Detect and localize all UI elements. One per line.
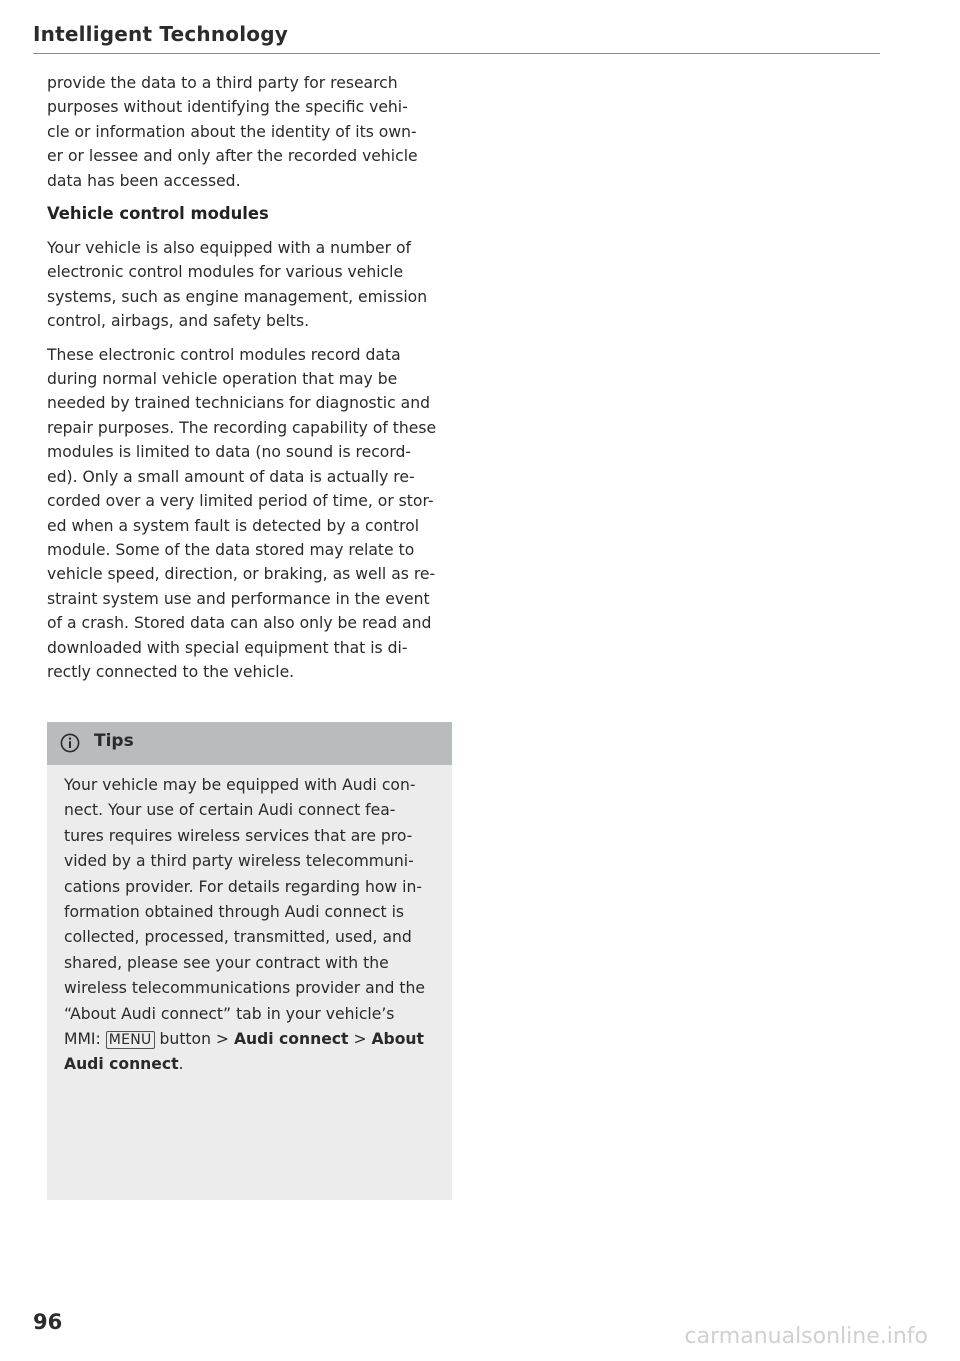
nav-separator: > (348, 1030, 372, 1049)
text-line: “About Audi connect” tab in your vehicle’s (64, 1004, 395, 1023)
text-line: cle or information about the identity of its own- (47, 122, 417, 141)
intro-paragraph (47, 71, 451, 193)
mmi-prefix: MMI: (64, 1030, 106, 1049)
text-line: vehicle speed, direction, or braking, as well as re- (47, 565, 436, 584)
text-line: rectly connected to the vehicle. (47, 662, 295, 681)
text-line: formation obtained through Audi connect is (64, 903, 405, 922)
info-icon (60, 733, 80, 753)
text-line: straint system use and performance in the event (47, 589, 430, 608)
header-divider (33, 53, 880, 54)
text-line: wireless telecommunications provider and the (64, 979, 426, 998)
text-line: Your vehicle is also equipped with a number of (47, 239, 412, 258)
text-line: collected, processed, transmitted, used, and (64, 928, 412, 947)
button-text: button > (154, 1030, 234, 1049)
text-line: systems, such as engine management, emission (47, 287, 428, 306)
modules-paragraph (47, 236, 451, 334)
watermark: carmanualsonline.info (684, 1324, 928, 1349)
text-line: ed when a system fault is detected by a control (47, 516, 420, 535)
text-line: Your vehicle may be equipped with Audi con- (64, 776, 416, 794)
text-line: during normal vehicle operation that may be (47, 370, 398, 389)
tips-header (47, 722, 452, 765)
text-line: er or lessee and only after the recorded vehicle (47, 147, 418, 166)
text-line: ed). Only a small amount of data is actually re- (47, 467, 415, 486)
text-line: downloaded with special equipment that is di- (47, 638, 408, 657)
menu-key: MENU (106, 1031, 155, 1049)
text-line: module. Some of the data stored may relate to (47, 540, 415, 559)
text-line: purposes without identifying the specific vehi- (47, 98, 408, 117)
nav-about-audi-connect: Audi connect (64, 1055, 179, 1074)
page-number: 96 (33, 1310, 63, 1334)
mmi-path-line (64, 1027, 444, 1052)
text-line: modules is limited to data (no sound is record- (47, 443, 411, 462)
tips-body (64, 773, 444, 1078)
text-line: needed by trained technicians for diagnostic and (47, 394, 430, 413)
nav-about: About (371, 1030, 424, 1049)
text-line: shared, please see your contract with the (64, 953, 389, 972)
text-line: of a crash. Stored data can also only be read and (47, 614, 432, 633)
text-line: provide the data to a third party for research (47, 74, 398, 92)
text-line: repair purposes. The recording capability of these (47, 418, 437, 437)
text-line: control, airbags, and safety belts. (47, 312, 310, 331)
text-line (64, 1052, 444, 1077)
text-line: nect. Your use of certain Audi connect fea- (64, 801, 396, 820)
text-line: vided by a third party wireless telecommuni- (64, 852, 414, 871)
section-heading: Vehicle control modules (47, 204, 269, 224)
text-line: These electronic control modules record data (47, 345, 401, 364)
tips-box (47, 722, 452, 1200)
main-column (47, 71, 451, 684)
end-period: . (178, 1055, 184, 1074)
text-line: tures requires wireless services that are pro- (64, 826, 413, 845)
running-header: Intelligent Technology (33, 22, 288, 46)
text-line: cations provider. For details regarding how in- (64, 877, 422, 896)
recording-paragraph (47, 343, 451, 685)
text-line: corded over a very limited period of time, or stor- (47, 492, 434, 511)
nav-audi-connect: Audi connect (233, 1030, 349, 1049)
text-line: data has been accessed. (47, 171, 241, 190)
tips-title: Tips (94, 731, 134, 751)
text-line: electronic control modules for various vehicle (47, 263, 404, 282)
